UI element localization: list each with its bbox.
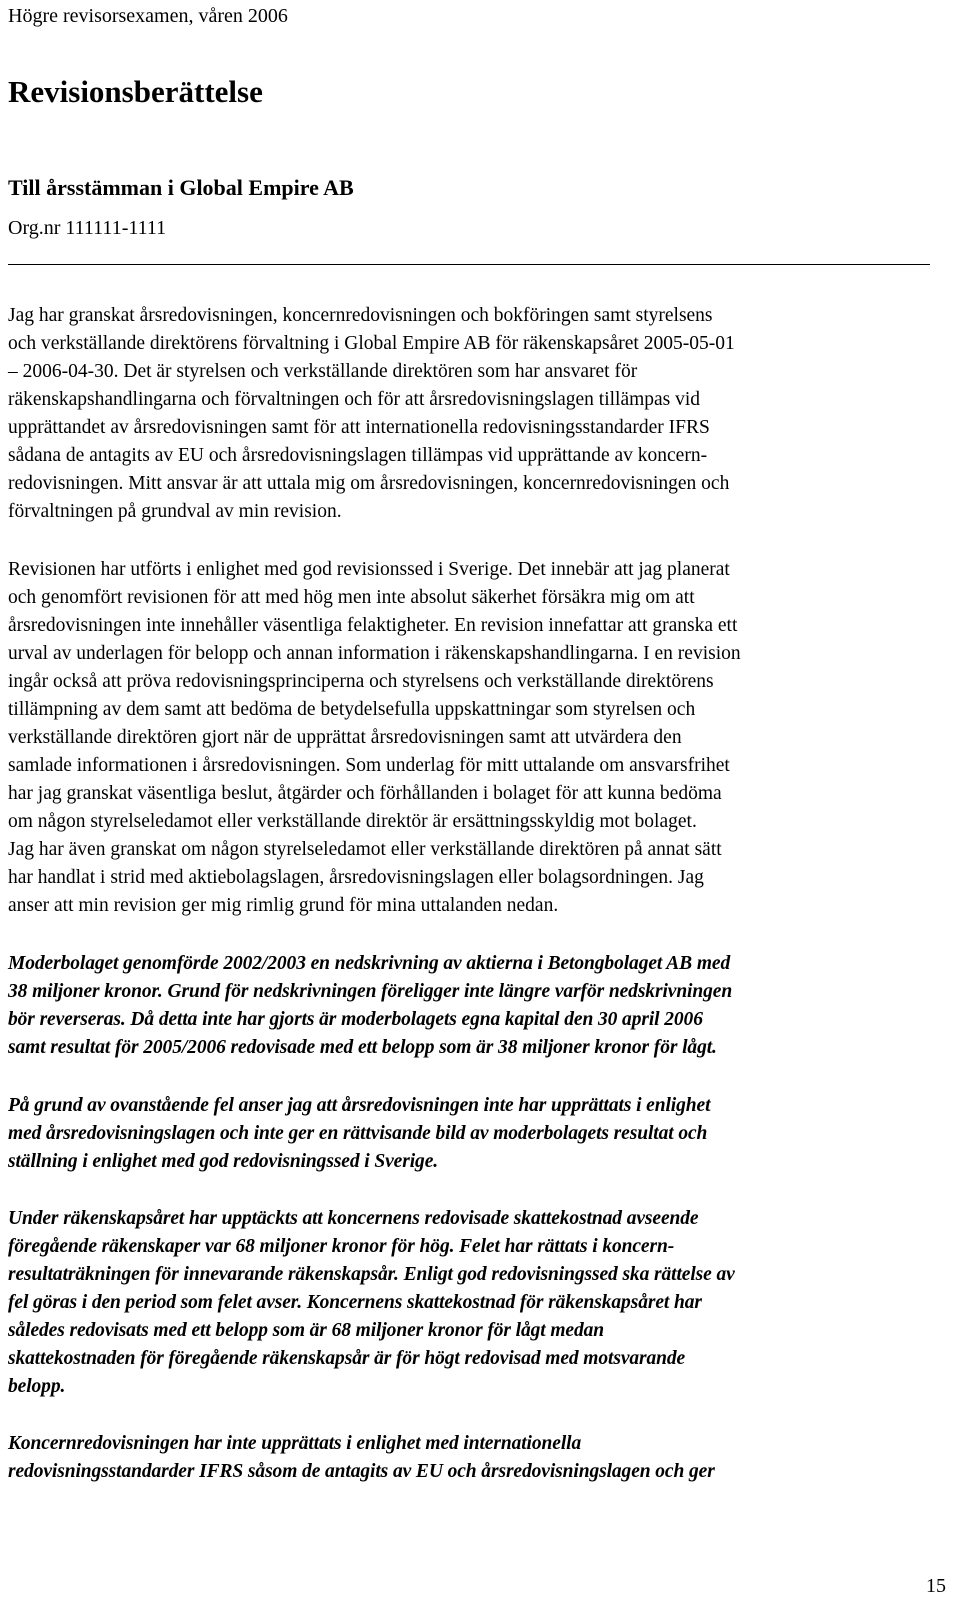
org-number: Org.nr 111111-1111 xyxy=(8,217,167,239)
text-line: anser att min revision ger mig rimlig grund för mina uttalanden nedan. xyxy=(8,895,559,916)
text-line: Jag har granskat årsredovisningen, koncernredovisningen och bokföringen samt styrelsens xyxy=(8,305,713,326)
text-line: upprättandet av årsredovisningen samt för att internationella redovisningsstandarder IFRS xyxy=(8,417,710,438)
text-line: om någon styrelseledamot eller verkställande direktör är ersättningsskyldig mot bolaget. xyxy=(8,811,697,832)
text-line: samlade informationen i årsredovisningen. Som underlag för mitt uttalande om ansvarsfrihet xyxy=(8,755,730,776)
text-line: räkenskapshandlingarna och förvaltningen och för att årsredovisningslagen tillämpas vid xyxy=(8,389,701,410)
text-line: tillämpning av dem samt att bedöma de betydelsefulla uppskattningar som styrelsen och xyxy=(8,699,696,720)
text-line: har handlat i strid med aktiebolagslagen, årsredovisningslagen eller bolagsordningen. Jag xyxy=(8,867,704,888)
text-line: Moderbolaget genomförde 2002/2003 en nedskrivning av aktierna i Betongbolaget AB med xyxy=(8,953,731,974)
page-number: 15 xyxy=(926,1575,946,1597)
text-line: På grund av ovanstående fel anser jag att årsredovisningen inte har upprättats i enlighet xyxy=(8,1095,711,1116)
text-line: skattekostnaden för föregående räkenskapsår är för högt redovisad med motsvarande xyxy=(8,1348,686,1369)
text-line: fel göras i den period som felet avser. Koncernens skattekostnad för räkenskapsåret har xyxy=(8,1292,702,1313)
text-line: ingår också att pröva redovisningsprinciperna och styrelsens och verkställande direktörens xyxy=(8,671,714,692)
text-line: föregående räkenskaper var 68 miljoner kronor för hög. Felet har rättats i koncern- xyxy=(8,1236,675,1257)
text-line: belopp. xyxy=(8,1376,66,1397)
text-line: Koncernredovisningen har inte upprättats i enlighet med internationella xyxy=(8,1433,582,1454)
text-line: med årsredovisningslagen och inte ger en rättvisande bild av moderbolagets resultat och xyxy=(8,1123,708,1144)
text-line: Revisionen har utförts i enlighet med god revisionssed i Sverige. Det innebär att jag planerat xyxy=(8,559,730,580)
text-line: – 2006-04-30. Det är styrelsen och verkställande direktören som har ansvaret för xyxy=(8,361,638,382)
horizontal-divider xyxy=(8,264,930,265)
text-line: har jag granskat väsentliga beslut, åtgärder och förhållanden i bolaget för att kunna bedöma xyxy=(8,783,722,804)
document-header: Högre revisorsexamen, våren 2006 xyxy=(8,5,288,27)
text-line: ställning i enlighet med god redovisningssed i Sverige. xyxy=(8,1151,439,1172)
text-line: samt resultat för 2005/2006 redovisade med ett belopp som är 38 miljoner kronor för lågt. xyxy=(8,1037,717,1058)
text-line: och genomfört revisionen för att med hög men inte absolut säkerhet försäkra mig om att xyxy=(8,587,695,608)
text-line: urval av underlagen för belopp och annan information i räkenskapshandlingarna. I en revision xyxy=(8,643,741,664)
text-line: Jag har även granskat om någon styrelseledamot eller verkställande direktören på annat sätt xyxy=(8,839,722,860)
text-line: resultaträkningen för innevarande räkenskapsår. Enligt god redovisningssed ska rättelse av xyxy=(8,1264,735,1285)
text-line: redovisningsstandarder IFRS såsom de antagits av EU och årsredovisningslagen och ger xyxy=(8,1461,715,1482)
text-line: redovisningen. Mitt ansvar är att uttala mig om årsredovisningen, koncernredovisningen och xyxy=(8,473,730,494)
text-line: således redovisats med ett belopp som är 68 miljoner kronor för lågt medan xyxy=(8,1320,605,1341)
text-line: förvaltningen på grundval av min revision. xyxy=(8,501,342,522)
text-line: sådana de antagits av EU och årsredovisningslagen tillämpas vid upprättande av koncern- xyxy=(8,445,708,466)
page-title: Revisionsberättelse xyxy=(8,74,263,109)
addressee-heading: Till årsstämman i Global Empire AB xyxy=(8,175,354,200)
text-line: Under räkenskapsåret har upptäckts att koncernens redovisade skattekostnad avseende xyxy=(8,1208,699,1229)
text-line: årsredovisningen inte innehåller väsentliga felaktigheter. En revision innefattar att granska ett xyxy=(8,615,738,636)
text-line: bör reverseras. Då detta inte har gjorts är moderbolagets egna kapital den 30 april 2006 xyxy=(8,1009,703,1030)
text-line: verkställande direktören gjort när de upprättat årsredovisningen samt att utvärdera den xyxy=(8,727,682,748)
text-line: 38 miljoner kronor. Grund för nedskrivningen föreligger inte längre varför nedskrivningen xyxy=(8,981,733,1002)
text-line: och verkställande direktörens förvaltning i Global Empire AB för räkenskapsåret 2005-05-01 xyxy=(8,333,735,354)
